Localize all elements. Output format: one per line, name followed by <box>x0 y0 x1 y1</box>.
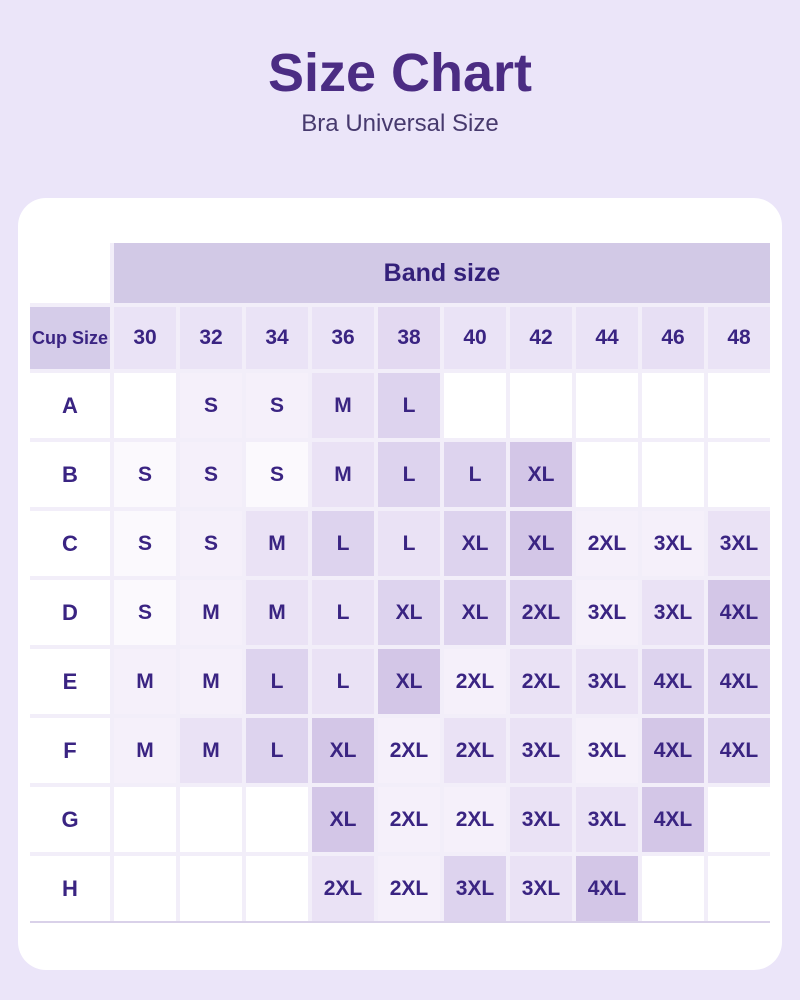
size-cell-H-42: 3XL <box>510 856 572 921</box>
size-cell-G-30 <box>114 787 176 852</box>
size-cell-F-34: L <box>246 718 308 783</box>
size-cell-E-30: M <box>114 649 176 714</box>
size-cell-B-30: S <box>114 442 176 507</box>
size-cell-C-40: XL <box>444 511 506 576</box>
size-cell-C-38: L <box>378 511 440 576</box>
size-cell-B-32: S <box>180 442 242 507</box>
size-cell-E-34: L <box>246 649 308 714</box>
size-cell-E-36: L <box>312 649 374 714</box>
cup-row-label-H: H <box>30 856 110 921</box>
size-cell-F-40: 2XL <box>444 718 506 783</box>
size-cell-A-38: L <box>378 373 440 438</box>
size-cell-H-30 <box>114 856 176 921</box>
size-cell-A-32: S <box>180 373 242 438</box>
cup-size-header: Cup Size <box>30 307 110 369</box>
size-cell-A-48 <box>708 373 770 438</box>
size-cell-D-32: M <box>180 580 242 645</box>
cup-row-label-B: B <box>30 442 110 507</box>
size-cell-G-32 <box>180 787 242 852</box>
band-size-col-34: 34 <box>246 307 308 369</box>
size-cell-F-42: 3XL <box>510 718 572 783</box>
size-cell-H-44: 4XL <box>576 856 638 921</box>
size-cell-G-48 <box>708 787 770 852</box>
size-cell-C-44: 2XL <box>576 511 638 576</box>
band-size-col-38: 38 <box>378 307 440 369</box>
size-cell-H-34 <box>246 856 308 921</box>
size-cell-D-34: M <box>246 580 308 645</box>
size-cell-A-34: S <box>246 373 308 438</box>
size-cell-C-36: L <box>312 511 374 576</box>
size-cell-C-42: XL <box>510 511 572 576</box>
cup-row-label-A: A <box>30 373 110 438</box>
size-cell-D-48: 4XL <box>708 580 770 645</box>
size-cell-F-32: M <box>180 718 242 783</box>
band-size-col-42: 42 <box>510 307 572 369</box>
cup-row-label-F: F <box>30 718 110 783</box>
size-cell-B-44 <box>576 442 638 507</box>
size-chart-card <box>18 198 782 970</box>
size-cell-F-44: 3XL <box>576 718 638 783</box>
size-cell-A-46 <box>642 373 704 438</box>
size-cell-H-38: 2XL <box>378 856 440 921</box>
size-cell-B-38: L <box>378 442 440 507</box>
band-size-col-40: 40 <box>444 307 506 369</box>
size-cell-C-48: 3XL <box>708 511 770 576</box>
size-cell-E-44: 3XL <box>576 649 638 714</box>
size-cell-B-48 <box>708 442 770 507</box>
size-cell-H-36: 2XL <box>312 856 374 921</box>
band-size-col-30: 30 <box>114 307 176 369</box>
table-corner-spacer <box>30 243 110 303</box>
band-size-header: Band size <box>114 243 770 303</box>
size-cell-D-36: L <box>312 580 374 645</box>
size-cell-H-40: 3XL <box>444 856 506 921</box>
size-cell-C-34: M <box>246 511 308 576</box>
size-cell-B-34: S <box>246 442 308 507</box>
size-cell-D-38: XL <box>378 580 440 645</box>
size-cell-A-40 <box>444 373 506 438</box>
size-chart-table <box>30 243 770 923</box>
size-cell-G-38: 2XL <box>378 787 440 852</box>
size-cell-B-46 <box>642 442 704 507</box>
size-cell-F-30: M <box>114 718 176 783</box>
size-cell-E-48: 4XL <box>708 649 770 714</box>
size-cell-F-38: 2XL <box>378 718 440 783</box>
band-size-col-44: 44 <box>576 307 638 369</box>
size-cell-C-46: 3XL <box>642 511 704 576</box>
size-cell-E-40: 2XL <box>444 649 506 714</box>
size-cell-E-38: XL <box>378 649 440 714</box>
size-cell-E-42: 2XL <box>510 649 572 714</box>
size-cell-B-42: XL <box>510 442 572 507</box>
cup-row-label-G: G <box>30 787 110 852</box>
size-cell-A-30 <box>114 373 176 438</box>
size-cell-G-40: 2XL <box>444 787 506 852</box>
cup-row-label-C: C <box>30 511 110 576</box>
size-cell-B-40: L <box>444 442 506 507</box>
size-cell-D-42: 2XL <box>510 580 572 645</box>
size-cell-G-36: XL <box>312 787 374 852</box>
size-cell-D-40: XL <box>444 580 506 645</box>
band-size-col-48: 48 <box>708 307 770 369</box>
size-cell-G-46: 4XL <box>642 787 704 852</box>
band-size-col-32: 32 <box>180 307 242 369</box>
size-cell-E-46: 4XL <box>642 649 704 714</box>
size-cell-H-46 <box>642 856 704 921</box>
cup-row-label-E: E <box>30 649 110 714</box>
size-cell-C-30: S <box>114 511 176 576</box>
size-cell-A-36: M <box>312 373 374 438</box>
cup-row-label-D: D <box>30 580 110 645</box>
size-cell-A-42 <box>510 373 572 438</box>
size-cell-F-46: 4XL <box>642 718 704 783</box>
size-cell-A-44 <box>576 373 638 438</box>
size-cell-H-48 <box>708 856 770 921</box>
size-cell-G-44: 3XL <box>576 787 638 852</box>
band-size-col-36: 36 <box>312 307 374 369</box>
size-cell-F-36: XL <box>312 718 374 783</box>
size-cell-E-32: M <box>180 649 242 714</box>
size-cell-G-42: 3XL <box>510 787 572 852</box>
size-cell-H-32 <box>180 856 242 921</box>
size-cell-B-36: M <box>312 442 374 507</box>
size-cell-G-34 <box>246 787 308 852</box>
size-cell-D-30: S <box>114 580 176 645</box>
page-subtitle: Bra Universal Size <box>301 110 499 137</box>
size-cell-D-46: 3XL <box>642 580 704 645</box>
band-size-col-46: 46 <box>642 307 704 369</box>
size-cell-F-48: 4XL <box>708 718 770 783</box>
size-cell-C-32: S <box>180 511 242 576</box>
page-title: Size Chart <box>267 43 533 103</box>
size-cell-D-44: 3XL <box>576 580 638 645</box>
